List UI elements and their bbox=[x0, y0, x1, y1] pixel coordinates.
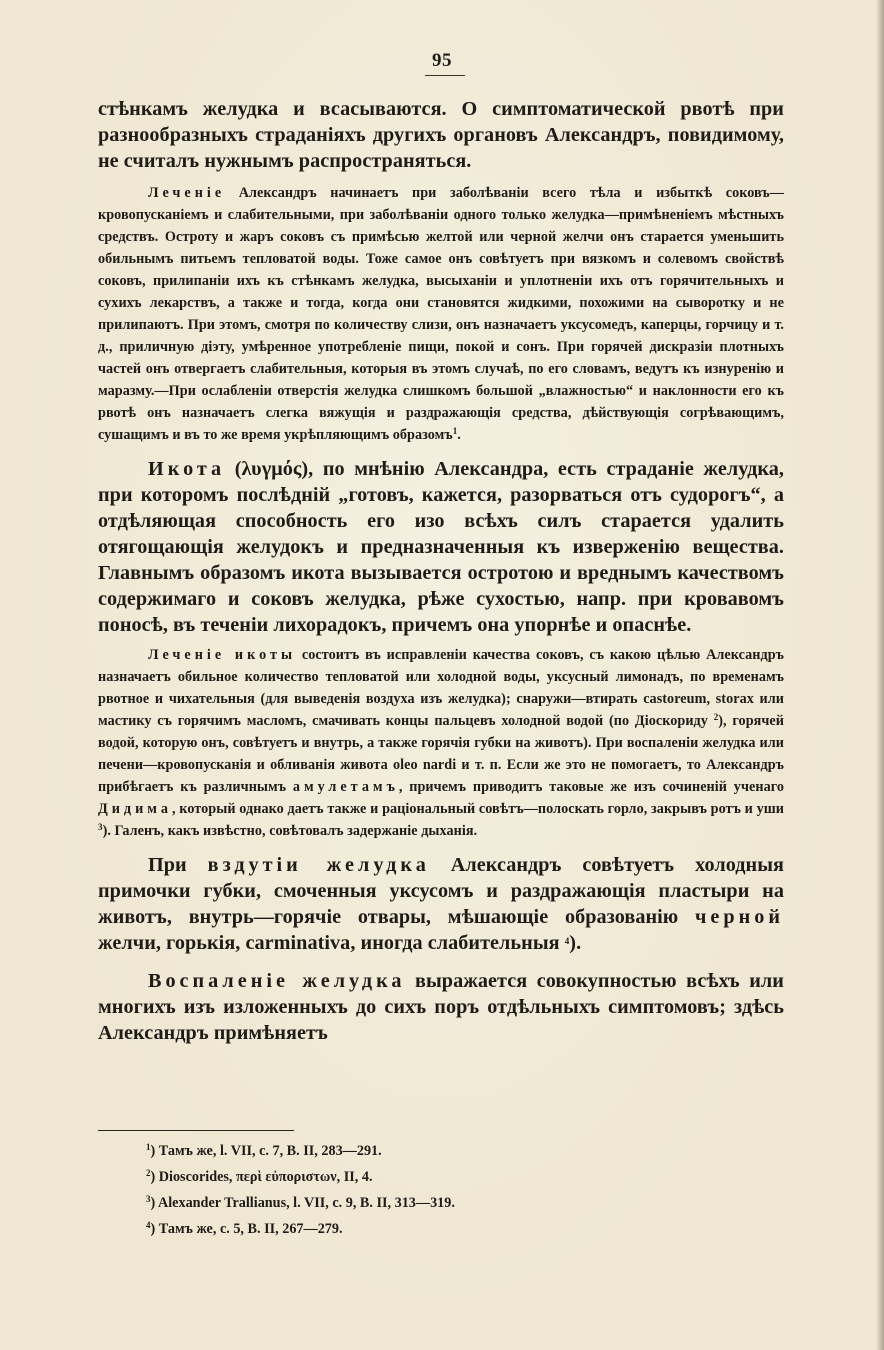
page-number: 95 bbox=[432, 50, 452, 71]
footnote-text: ) Alexander Trallianus, l. VII, c. 9, B. II, 313—319. bbox=[150, 1195, 455, 1211]
footnote-ref-4: 4 bbox=[564, 936, 570, 946]
paragraph-2-end: . bbox=[457, 427, 461, 443]
paragraph-4 bbox=[98, 644, 784, 842]
footnote-text: ) Тамъ же, c. 5, B. II, 267—279. bbox=[150, 1221, 343, 1237]
spaced-term-ikota: Икота bbox=[148, 458, 226, 480]
spaced-term-lechenie-ikoty: Леченіе икоты bbox=[148, 647, 297, 663]
footnote-2 bbox=[146, 1164, 776, 1190]
spaced-term-amulets: амулетамъ bbox=[292, 779, 399, 795]
footnote-1 bbox=[146, 1138, 776, 1164]
paragraph-3 bbox=[98, 456, 784, 638]
spaced-term-chernoy: черной bbox=[695, 906, 784, 928]
body-text bbox=[98, 92, 784, 1046]
spaced-term-didym: Дидима bbox=[98, 801, 172, 817]
footnote-mark: 1 bbox=[146, 1142, 151, 1152]
paragraph-2-text: Александръ начинаетъ при заболѣваніи всего тѣла и избыткѣ соковъ—кровопусканіемъ и слабительными, при заболѣваніи одного только желудка—примѣненіемъ мѣстныхъ средствъ. Остроту и жаръ соковъ съ примѣсью желтой или черной желчи онъ старается уменьшить обильнымъ питьемъ тепловатой воды. Тоже самое онъ совѣтуетъ при вязкомъ и солевомъ свойствѣ соковъ, прилипаніи ихъ къ стѣнкамъ желудка, высыханіи и уплотненіи ихъ отъ горячительныхъ и сухихъ лекарствъ, а также и тогда, когда они становятся жидкими, похожими на сыворотку и не прилипаютъ. При этомъ, смотря по количеству слизи, онъ назначаетъ уксусомедъ, каперцы, горчицу и т. д., приличную діэту, умѣренное употребленіе пищи, покой и сонъ. При горячей дискразіи плотныхъ частей онъ отвергаетъ слабительныя, которыя въ этомъ случаѣ, по его словамъ, ведутъ къ изнуренію и маразму.—При ослабленіи отверстія желудка слишкомъ большой „влажностью“ и наклонности его къ рвотѣ онъ назначаетъ слегка вяжущія и раздражающія средства, дѣйствующія согрѣвающимъ, сушащимъ и въ то же время укрѣпляющимъ образомъ bbox=[98, 185, 784, 443]
footnote-4 bbox=[146, 1216, 776, 1242]
paragraph-4-text-d: , который однако даетъ также и раціональный совѣтъ—полоскать горло, закрывъ ротъ и уши bbox=[171, 801, 784, 817]
paragraph-6-text: выражается совокупностью всѣхъ или многихъ изъ изложенныхъ до сихъ поръ отдѣльныхъ симптомовъ; здѣсь Александръ примѣняетъ bbox=[98, 970, 784, 1044]
paragraph-1: стѣнкамъ желудка и всасываются. О симптоматической рвотѣ при разнообразныхъ страданіяхъ другихъ органовъ Александръ, повидимому, не считалъ нужнымъ распространяться. bbox=[98, 98, 784, 172]
paragraph-2 bbox=[98, 182, 784, 446]
paragraph-5-text-b: Александръ совѣтуетъ холодныя примочки губки, смоченныя уксусомъ и раздражающія пластыри на животъ, внутрь—горячіе отвары, мѣшающіе образованію bbox=[98, 854, 784, 928]
paragraph-4-text-c: , причемъ приводитъ таковые же изъ сочиненій ученаго bbox=[398, 779, 784, 795]
footnote-ref-3: 3 bbox=[98, 822, 103, 832]
page-edge-shadow bbox=[876, 0, 884, 1350]
footnote-mark: 2 bbox=[146, 1168, 151, 1178]
spaced-term-vzdutie: вздутіи желудка bbox=[207, 854, 430, 876]
paragraph-5-text-c: желчи, горькія, carminativa, иногда слабительныя bbox=[98, 932, 560, 954]
paragraph-5-text-a: При bbox=[148, 854, 187, 876]
footnote-3 bbox=[146, 1190, 776, 1216]
footnote-ref-1: 1 bbox=[452, 426, 458, 436]
footnote-mark: 3 bbox=[146, 1194, 151, 1204]
page-number-underline bbox=[425, 75, 465, 76]
paragraph-4-text-b: ), горячей водой, которую онъ, совѣтуетъ и внутрь, а также горячія губки на животъ). При воспаленіи желудка или печени—кровопусканія и обливанія живота oleo nardi и т. п. Если же это не помогаетъ, то Александръ прибѣгаетъ къ различнымъ bbox=[98, 713, 784, 795]
footnote-mark: 4 bbox=[146, 1220, 151, 1230]
footnote-separator bbox=[98, 1130, 294, 1131]
paragraph-4-text-e: ). Галенъ, какъ извѣстно, совѣтовалъ задержаніе дыханія. bbox=[102, 823, 478, 839]
spaced-term-vospalenie: Воспаленіе желудка bbox=[148, 970, 406, 992]
spaced-term-lechenie: Леченіе bbox=[148, 185, 226, 201]
footnotes bbox=[146, 1138, 776, 1242]
footnote-text: ) Тамъ же, l. VII, c. 7, B. II, 283—291. bbox=[150, 1143, 382, 1159]
footnote-text: ) Dioscorides, περὶ εὐποριστων, II, 4. bbox=[150, 1169, 373, 1185]
footnote-ref-2: 2 bbox=[713, 712, 719, 722]
paragraph-5-end: ). bbox=[569, 932, 582, 954]
paragraph-5 bbox=[98, 852, 784, 956]
paragraph-4-text-a: состоитъ въ исправленіи качества соковъ, съ какою цѣлью Александръ назначаетъ обильное количество тепловатой или холодной воды, уксусный лимонадъ, по временамъ рвотное и чихательныя (для выведенія воздуха изъ желудка); снаружи—втирать castoreum, storax или мастику съ горячимъ масломъ, смачивать концы пальцевъ холодной водой (по Діоскориду bbox=[98, 647, 784, 729]
paragraph-3-text: (λυγμός), по мнѣнію Александра, есть страданіе желудка, при которомъ послѣдній „готовъ, кажется, разорваться отъ судорогъ“, а отдѣляющая способность его изо всѣхъ силъ старается удалить отягощающія желудокъ и предназначенныя къ изверженію вещества. Главнымъ образомъ икота вызывается остротою и вреднымъ качествомъ содержимаго и соковъ желудка, рѣже сухостью, напр. при кровавомъ поносѣ, въ теченіи лихорадокъ, причемъ она упорнѣе и опаснѣе. bbox=[98, 458, 784, 636]
paragraph-6 bbox=[98, 968, 784, 1046]
